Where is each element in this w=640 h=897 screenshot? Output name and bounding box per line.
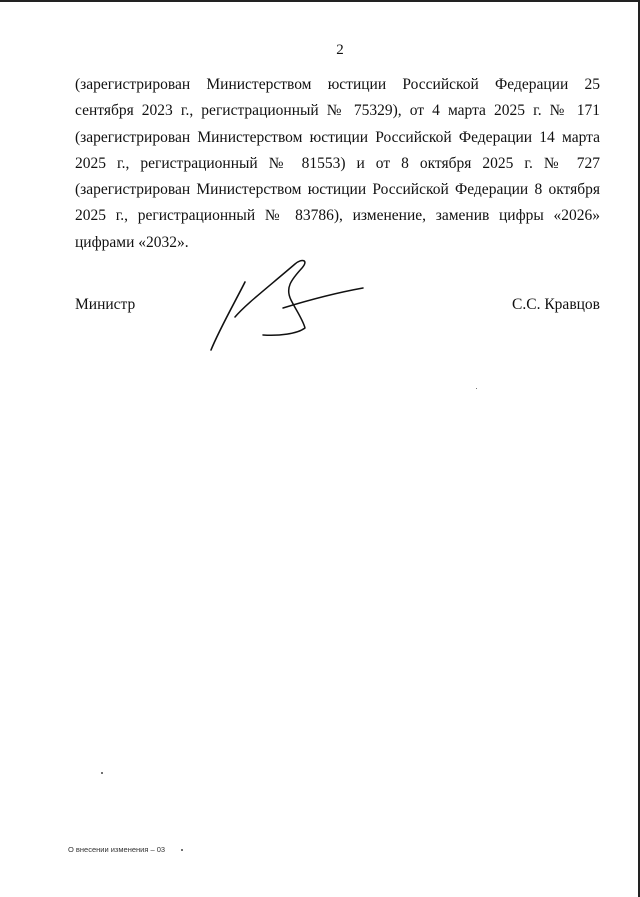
footer-reference: О внесении изменения – 03 (68, 845, 166, 854)
signer-position: Министр (75, 296, 136, 313)
scan-speck (476, 388, 477, 389)
page-edge-top (0, 0, 640, 2)
body-paragraph: (зарегистрирован Министерством юстиции Российской Федерации 25 сентября 2023 г., регистрационный № 75329), от 4 марта 2025 г. № 171 (зарегистрирован Министерством юстиции Российской Федерации 14 марта 2025 г., регистрационный № 81553) и от 8 октября 2025 г. № 727 (зарегистрирован Министерством юстиции Российской Федерации 8 октября 2025 г., регистрационный № 83786), изменение, заменив цифры «2026» цифрами «2032». (75, 76, 600, 251)
handwritten-signature (205, 258, 375, 358)
page-number: 2 (336, 42, 344, 58)
scan-speck (101, 772, 103, 774)
scan-speck (181, 849, 183, 851)
signer-name: С.С. Кравцов (512, 296, 600, 313)
